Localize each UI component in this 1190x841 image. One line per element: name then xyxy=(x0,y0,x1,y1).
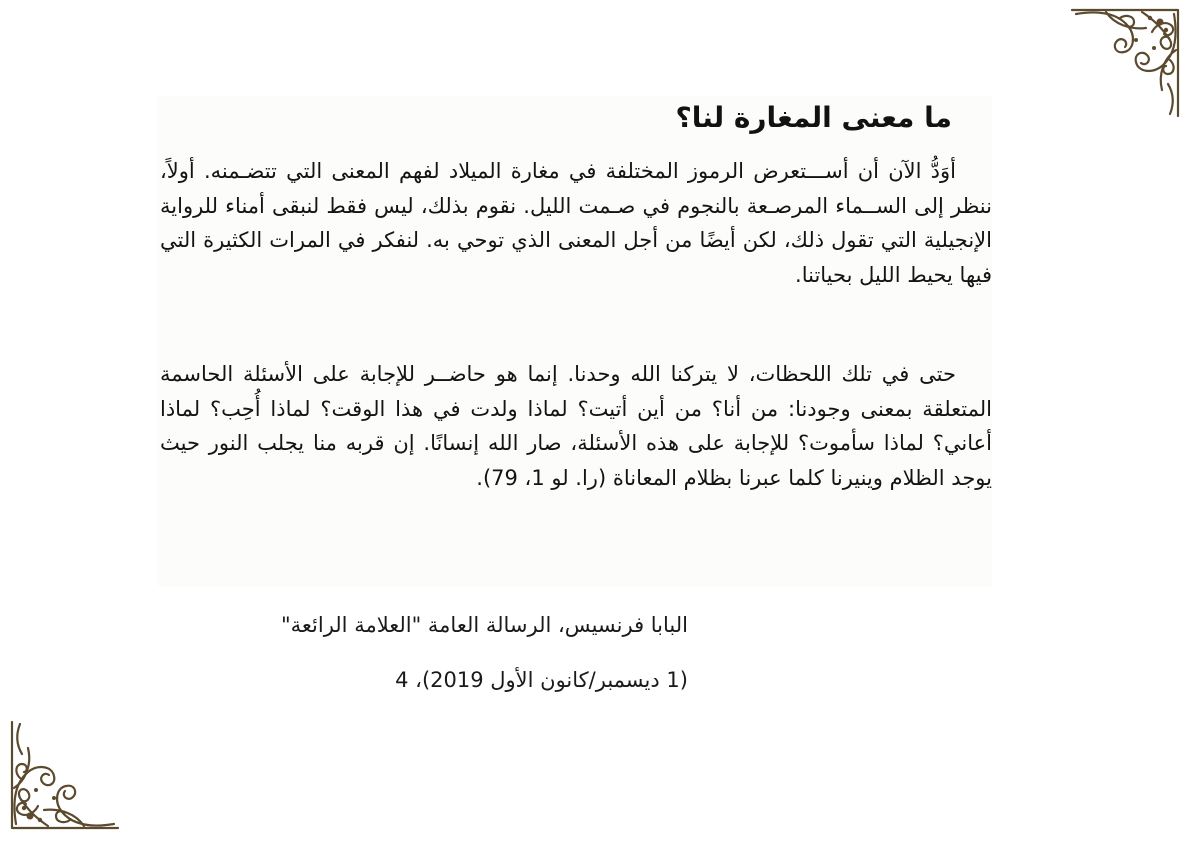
citation-line-2: (1 ديسمبر/كانون الأول 2019)، 4 xyxy=(395,668,688,692)
corner-ornament-top-right xyxy=(1070,6,1182,118)
paragraph-1: أوَدُّ الآن أن أســـتعرض الرموز المختلفة في مغارة الميلاد لفهم المعنى التي تتضـمنه. أولاً، ننظر إلى الســماء المرصـعة بالنجوم في صـمت الليل. نقوم بذلك، ليس فقط لنبقى أمناء للرواية الإنجيلية التي تقول ذلك، لكن أيضًا من أجل المعنى الذي توحي به. لنفكر في المرات الكثيرة التي فيها يحيط الليل بحياتنا. xyxy=(160,159,992,287)
citation-line-1: البابا فرنسيس، الرسالة العامة "العلامة الرائعة" xyxy=(280,613,688,637)
corner-ornament-bottom-left xyxy=(8,720,120,832)
paragraph-2: حتى في تلك اللحظات، لا يتركنا الله وحدنا. إنما هو حاضــر للإجابة على الأسئلة الحاسمة المتعلقة بمعنى وجودنا: من أنا؟ من أين أتيت؟ لماذا ولدت في هذا الوقت؟ لماذا أُحِب؟ لماذا أعاني؟ لماذا سأموت؟ للإجابة على هذه الأسئلة، صار الله إنسانًا. إن قربه منا يجلب النور حيث يوجد الظلام وينيرنا كلما عبرنا بظلام المعاناة (را. لو 1، 79). xyxy=(160,362,992,490)
page-title: ما معنى المغارة لنا؟ xyxy=(675,101,952,134)
